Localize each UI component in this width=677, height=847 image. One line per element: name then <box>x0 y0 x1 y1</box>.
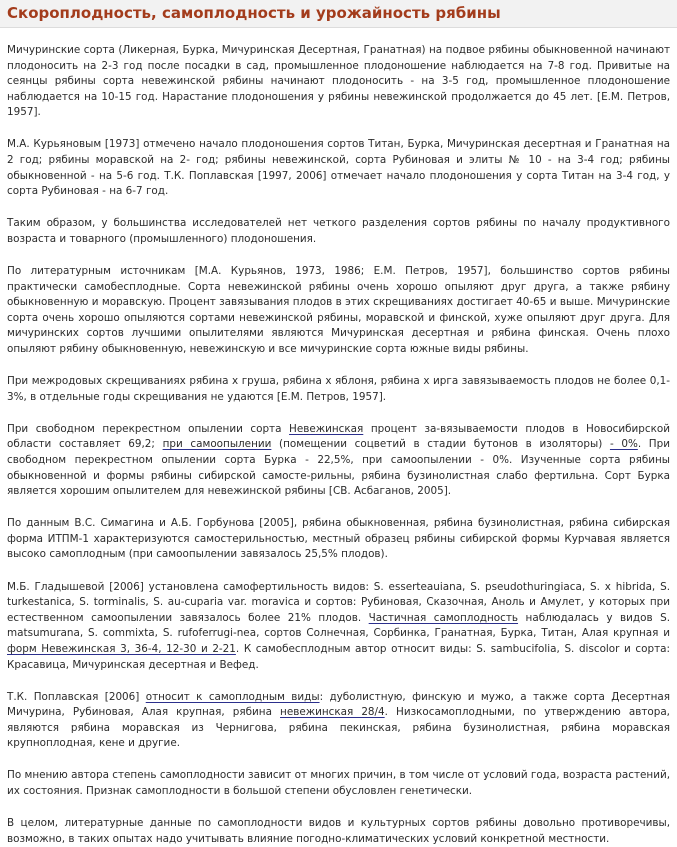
paragraph-text: Таким образом, у большинства исследователей нет четкого разделения сортов рябины по началу продуктивного возраста и товарного (промышленного) плодоношения. <box>7 217 670 245</box>
paragraph <box>7 216 670 247</box>
paragraph-text: . К самобесплодным автор относит виды: S. sambucifolia, S. discolor и сорта: Красавица, Мичуринская десертная и Вефед. <box>7 642 670 671</box>
paragraph-text: При межродовых скрещиваниях рябина х груша, рябина х яблоня, рябина х ирга завязываемость плодов не более 0,1-3%, в отдельные годы скрещивания не удаются [Е.М. Петров, 1957]. <box>7 375 670 403</box>
paragraph <box>7 137 670 199</box>
paragraph <box>7 690 670 752</box>
highlighted-phrase: невежинская 28/4 <box>280 706 385 719</box>
article-body <box>7 43 670 847</box>
paragraph <box>7 516 670 563</box>
paragraph-text: процент за-вязываемости плодов в Новосибирской области составляет 69,2; <box>7 422 670 451</box>
paragraph <box>7 43 670 121</box>
paragraph-text: М.А. Курьяновым [1973] отмечено начало плодоношения сортов Титан, Бурка, Мичуринская десертная и Гранатная на 2 год; рябины моравской на 2- год; рябины невежинской, сорта Рубиновая и элиты № 10 - на 3-4 год; рябины обыкновенной - на 5-6 год. Т.К. Поплавская [1997, 2006] отмечает начало плодоношения у сорта Титан на 3-4 год, у сорта Рубиновая - на 6-7 год. <box>7 138 670 198</box>
paragraph-text: По данным В.С. Симагина и А.Б. Горбунова [2005], рябина обыкновенная, рябина бузинолистная, рябина сибирская форма ИТПМ-1 характеризуются самостерильностью, местный образец рябины сибирской формы Курчавая является высоко самоплодным (при самоопылении завязалось 25,5% плодов). <box>7 517 670 561</box>
article-title: Скороплодность, самоплодность и урожайность рябины <box>7 4 501 22</box>
highlighted-phrase: Частичная самоплодность <box>368 611 519 624</box>
paragraph <box>7 374 670 405</box>
paragraph-text: Т.К. Поплавская [2006] <box>7 690 146 703</box>
paragraph <box>7 768 670 799</box>
paragraph-text: . Низкосамоплодными, по утверждению автора, являются рябина моравская из Чернигова, рябина пекинская, рябина бузинолистная, рябина моравская крупноплодная, кене и другие. <box>7 706 670 750</box>
highlighted-phrase: - 0% <box>609 438 638 451</box>
title-bar <box>0 0 677 28</box>
paragraph-text: : дуболистную, финскую и мужо, а также сорта Десертная Мичурина, Рубиновая, Алая крупная, рябина <box>7 690 670 719</box>
paragraph-text: М.Б. Гладышевой [2006] установлена самофертильность видов: S. esserteauiana, S. pseudothuringiacа, S. x hibrida, S. turkestanica, S. torminalis, S. au-cuparia var. moravica и сортов: Рубиновая, Сказочная, Аноль и Амулет, у которых при естественном самоопылении завязалось более 21% плодов. <box>7 580 670 624</box>
paragraph <box>7 422 670 500</box>
paragraph <box>7 264 670 358</box>
highlighted-phrase: форм Невежинская 3, 36-4, 12-30 и 2-21 <box>7 642 236 655</box>
paragraph <box>7 816 670 847</box>
paragraph-text: (помещении соцветий в стадии бутонов в изоляторы) <box>271 438 610 451</box>
highlighted-phrase: при самоопылении <box>162 438 272 451</box>
highlighted-phrase: Невежинская <box>289 422 364 435</box>
paragraph-text: При свободном перекрестном опылении сорта <box>7 422 290 435</box>
paragraph-text: По литературным источникам [М.А. Курьянов, 1973, 1986; Е.М. Петров, 1957], большинство сортов рябины практически самобесплодные. Сорта невежинской рябины очень хорошо опыляют друг друга, а также рябину обыкновенную и моравскую. Процент завязывания плодов в этих скрещиваниях достигает 40-65 и выше. Мичуринские сорта очень хорошо опыляются сортами невежинской рябины, моравской и финской, хуже опыляют друг друга. Для мичуринских сортов лучшими опылителями являются Мичуринская десертная и рябина финская. Очень плохо опыляют рябину обыкновенную, невежинскую и все мичуринские сорта южные виды рябины. <box>7 265 670 355</box>
paragraph-text: В целом, литературные данные по самоплодности видов и культурных сортов рябины довольно противоречивы, возможно, в таких опытах надо учитывать влияние погодно-климатических условий конкретной местности. <box>7 817 670 845</box>
paragraph-text: По мнению автора степень самоплодности зависит от многих причин, в том числе от условий года, возраста растений, их состояния. Признак самоплодности в большой степени обусловлен генетически. <box>7 769 670 798</box>
highlighted-phrase: относит к самоплодным виды <box>145 690 320 703</box>
paragraph-text: . При свободном перекрестном опылении сорта Бурка - 22,5%, при самоопылении - 0%. Изученные сорта рябины обыкновенной и формы рябины сибирской самосте-рильны, рябина бузинолистная слабо фертильна. Сорт Бурка является хорошим опылителем для невежинской рябины [СВ. Асбаганов, 2005]. <box>7 438 670 498</box>
paragraph-text: Мичуринские сорта (Ликерная, Бурка, Мичуринская Десертная, Гранатная) на подвое рябины обыкновенной начинают плодоносить на 2-3 год после посадки в сад, промышленное плодоношение наблюдается на 7-8 год. Привитые на сеянцы рябины сорта невежинской рябины начинают плодоносить - на 3-5 год, промышленное плодоношение наблюдается на 10-15 год. Нарастание плодоношения у рябины невежинской продолжается до 45 лет. [Е.М. Петров, 1957]. <box>7 44 670 119</box>
paragraph-text: наблюдалась у видов S. matsumurana, S. commixta, S. rufoferrugi-nea, сортов Солнечная, Сорбинка, Гранатная, Бурка, Титан, Алая крупная и <box>7 611 671 640</box>
paragraph <box>7 580 670 674</box>
